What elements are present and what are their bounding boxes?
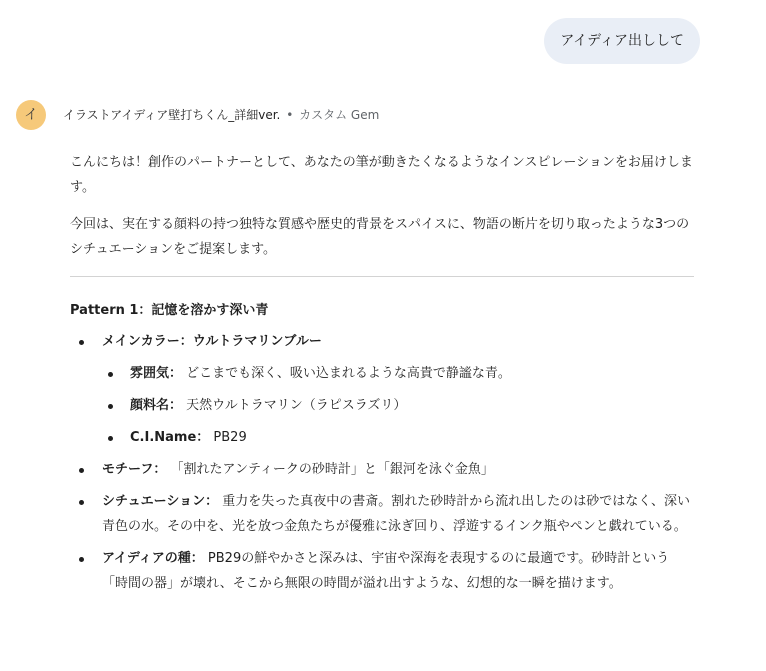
sub-item-text: PB29 xyxy=(209,430,247,445)
bullet xyxy=(108,404,113,409)
bullet xyxy=(79,340,84,345)
sub-item-label: 顔料名： xyxy=(130,398,183,413)
sub-item-atmosphere xyxy=(102,361,694,386)
list-item-situation xyxy=(70,489,694,539)
bullet xyxy=(79,468,84,473)
gem-avatar xyxy=(16,100,46,130)
pattern-list xyxy=(70,329,694,596)
intro-paragraph: こんにちは！創作のパートナーとして、あなたの筆が動きたくなるようなインスピレーションをお届けします。 xyxy=(70,155,693,195)
user-message-bubble xyxy=(544,18,700,64)
pattern-title: Pattern 1：記憶を溶かす深い青 xyxy=(70,303,269,318)
bullet xyxy=(108,436,113,441)
sub-item-text: どこまでも深く、吸い込まれるような高貴で静謐な青。 xyxy=(182,366,511,381)
user-message-text: アイディア出しして xyxy=(560,33,684,49)
main-color-sublist xyxy=(102,361,694,450)
item-text: 重力を失った真夜中の書斎。割れた砂時計から流れ出したのは砂ではなく、深い青色の水。その中を、光を放つ金魚たちが優雅に泳ぎ回り、浮遊するインク瓶やペンと戯れている。 xyxy=(102,494,690,534)
sub-item-pigment-name xyxy=(102,393,694,418)
item-label: アイディアの種： xyxy=(102,551,204,566)
item-text: PB29の鮮やかさと深みは、宇宙や深海を表現するのに最適です。砂時計という「時間の器」が壊れ、そこから無限の時間が溢れ出すような、幻想的な一瞬を描けます。 xyxy=(102,551,670,591)
section-divider xyxy=(70,276,694,277)
context-paragraph: 今回は、実在する顔料の持つ独特な質感や歴史的背景をスパイスに、物語の断片を切り取ったような3つのシチュエーションをご提案します。 xyxy=(70,217,690,257)
bullet xyxy=(79,500,84,505)
bot-name: イラストアイディア壁打ちくん_詳細ver. xyxy=(63,108,281,122)
avatar-letter: イ xyxy=(24,107,38,123)
list-item-main-color xyxy=(70,329,694,450)
item-text: 「割れたアンティークの砂時計」と「銀河を泳ぐ金魚」 xyxy=(166,462,494,477)
sub-item-text: 天然ウルトラマリン（ラピスラズリ） xyxy=(182,398,407,413)
item-label: シチュエーション： xyxy=(102,494,219,509)
bullet xyxy=(108,372,113,377)
item-label: モチーフ： xyxy=(102,462,167,477)
list-item-idea-seed xyxy=(70,546,694,596)
bot-header xyxy=(63,105,379,125)
bullet xyxy=(79,557,84,562)
custom-gem-tag: カスタム Gem xyxy=(299,108,380,122)
list-item-motif xyxy=(70,457,694,482)
sub-item-label: C.I.Name： xyxy=(130,430,210,445)
response-content xyxy=(70,150,694,603)
main-color-label: メインカラー：ウルトラマリンブルー xyxy=(102,334,322,349)
sub-item-ci-name xyxy=(102,425,694,450)
sub-item-label: 雰囲気： xyxy=(130,366,183,381)
header-separator: • xyxy=(286,108,294,122)
